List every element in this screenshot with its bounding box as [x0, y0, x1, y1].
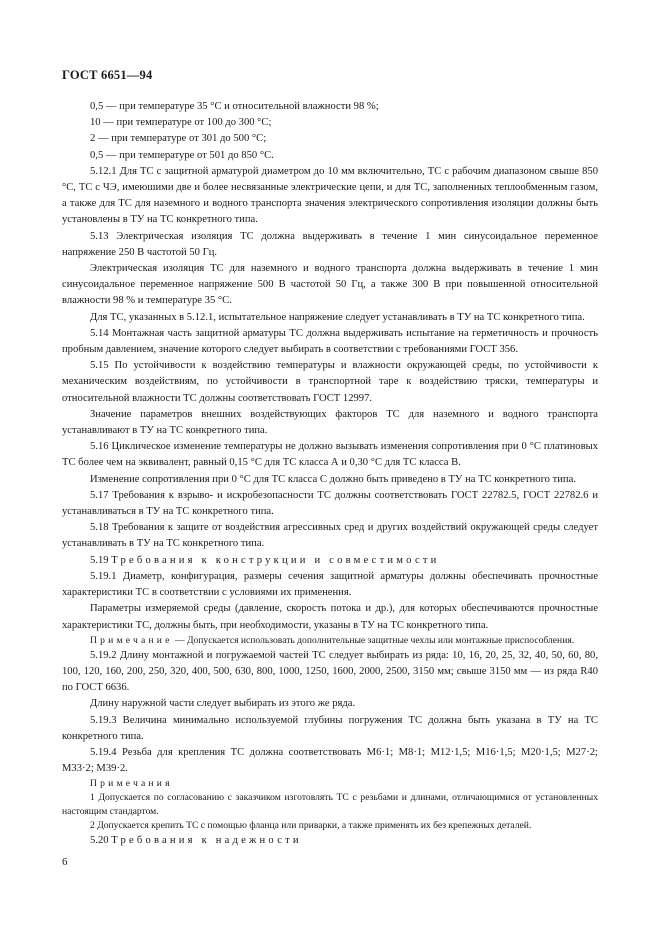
- page-number: 6: [62, 856, 68, 868]
- section-title: Требования к надежности: [111, 835, 302, 847]
- page-body: [62, 99, 598, 850]
- paragraph: 5.19.4 Резьба для крепления ТС должна соответствовать М6·1; М8·1; М12·1,5; М16·1,5; М20·1,5; М27·2; М33·2; М39·2.: [62, 746, 598, 775]
- paragraph: Изменение сопротивления при 0 °С для ТС класса С должно быть приведено в ТУ на ТС конкретного типа.: [90, 473, 576, 485]
- paragraph: 2 — при температуре от 301 до 500 °С;: [90, 133, 267, 145]
- note: [62, 634, 598, 648]
- paragraph: Для ТС, указанных в 5.12.1, испытательное напряжение следует устанавливать в ТУ на ТС конкретного типа.: [90, 311, 585, 323]
- paragraph: 5.17 Требования к взрыво- и искробезопасности ТС должны соответствовать ГОСТ 22782.5, ГОСТ 22782.6 и устанавливаться в ТУ на ТС конкретного типа.: [62, 489, 598, 518]
- section-heading-5-19: [62, 553, 598, 569]
- paragraph: 5.12.1 Для ТС с защитной арматурой диаметром до 10 мм включительно, ТС с рабочим диапазоном свыше 850 °С, ТС с ЧЭ, имеюшими две и более несвязанные электрические цепи, и для ТС, заполненных теплообменным газом, а также для ТС для наземного и водного транспорта значения электрического сопротивления изоляции должны быть установлены в ТУ на ТС конкретного типа.: [62, 165, 598, 226]
- paragraph: 5.14 Монтажная часть защитной арматуры ТС должна выдерживать испытание на герметичность и прочность пробным давлением, значение которого следует выбирать в соответствии с требованиями ГОСТ 356.: [62, 327, 598, 356]
- paragraph: 5.16 Циклическое изменение температуры не должно вызывать изменения сопротивления при 0 °С платиновых ТС более чем на эквивалент, равный 0,15 °С для ТС класса А и 0,30 °С для ТС класса В.: [62, 441, 598, 469]
- note-label: Примечание: [90, 634, 173, 646]
- paragraph: Длину наружной части следует выбирать из этого же ряда.: [90, 698, 356, 710]
- paragraph: Значение параметров внешних воздействующих факторов ТС для наземного и водного транспорта устанавливают в ТУ на ТС конкретного типа.: [62, 408, 598, 437]
- note-item: 2 Допускается крепить ТС с помощью фланца или приварки, а также применять их без крепежных деталей.: [90, 820, 532, 832]
- paragraph: 5.15 По устойчивости к воздействию температуры и влажности окружающей среды, по устойчивости к механическим воздействиям, по устойчивости в транспортной таре к воздействию тряски, температуры и относительной влажности ТС должны соответствовать ГОСТ 12997.: [62, 360, 598, 404]
- paragraph: 5.19.1 Диаметр, конфигурация, размеры сечения защитной арматуры должны обеспечивать прочностные характеристики ТС в соответствии с условиями их применения.: [62, 570, 598, 599]
- section-number: 5.20: [90, 835, 109, 847]
- page-header: ГОСТ 6651—94: [62, 68, 153, 82]
- notes-label: Примечания: [90, 778, 173, 790]
- paragraph: 10 — при температуре от 100 до 300 °С;: [90, 117, 272, 129]
- note-text: — Допускается использовать дополнительные защитные чехлы или монтажные приспособления.: [172, 634, 575, 646]
- paragraph: 5.19.3 Величина минимально используемой глубины погружения ТС должна быть указана в ТУ на ТС конкретного типа.: [62, 714, 598, 742]
- section-title: Требования к конструкции и совместимости: [111, 554, 440, 566]
- section-heading-5-20: [62, 833, 598, 849]
- paragraph: 5.18 Требования к защите от воздействия агрессивных сред и других воздействий окружающей среды следует устанавливать в ТУ на ТС конкретного типа.: [62, 522, 598, 550]
- paragraph: Параметры измеряемой среды (давление, скорость потока и др.), для которых обеспечиваются прочностные характеристики ТС, должны быть, при необходимости, указаны в ТУ на ТС конкретного типа.: [62, 603, 598, 631]
- paragraph: 0,5 — при температуре 35 °С и относительной влажности 98 %;: [90, 101, 379, 112]
- paragraph: Электрическая изоляция ТС для наземного и водного транспорта должна выдерживать в течение 1 мин синусоидальное переменное напряжение 500 В частотой 50 Гц, а также 300 В при повышенной относительной влажности 98 % и температуре 35 °С.: [62, 263, 598, 307]
- paragraph: 0,5 — при температуре от 501 до 850 °С.: [90, 149, 274, 161]
- paragraph: 5.19.2 Длину монтажной и погружаемой частей ТС следует выбирать из ряда: 10, 16, 20, 25, 32, 40, 50, 60, 80, 100, 120, 160, 200, 250, 320, 400, 500, 630, 800, 1000, 1250, 1600, 2000, 2500, 3150 мм; свыше 3150 мм — из ряда R40 по ГОСТ 6636.: [62, 649, 598, 694]
- paragraph: 5.13 Электрическая изоляция ТС должна выдерживать в течение 1 мин синусоидальное переменное напряжение 250 В частотой 50 Гц.: [62, 230, 598, 258]
- section-number: 5.19: [90, 554, 109, 566]
- note-item: 1 Допускается по согласованию с заказчиком изготовлять ТС с резьбами и длинами, отличающимися от установленных настоящим стандартом.: [62, 792, 598, 818]
